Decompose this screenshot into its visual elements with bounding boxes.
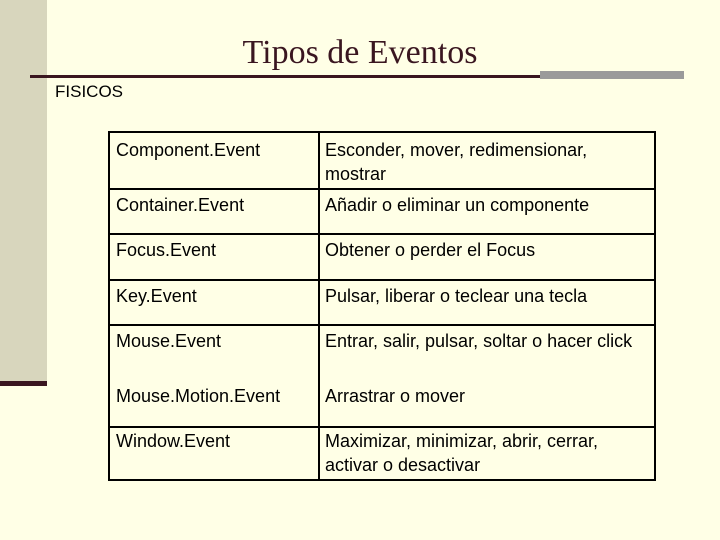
title-underline xyxy=(30,75,540,78)
row-separator xyxy=(110,324,654,326)
event-desc-component: Esconder, mover, redimensionar, mostrar xyxy=(325,140,588,184)
event-desc-mouse: Entrar, salir, pulsar, soltar o hacer click xyxy=(325,331,633,351)
row-separator xyxy=(110,426,654,428)
title-rule-accent xyxy=(540,71,684,79)
event-name-component: Component.Event xyxy=(116,140,261,160)
event-name-container: Container.Event xyxy=(116,195,245,215)
event-desc-container: Añadir o eliminar un componente xyxy=(325,195,590,215)
events-table xyxy=(108,131,656,481)
left-band-accent xyxy=(0,381,47,386)
row-separator xyxy=(110,233,654,235)
event-desc-mouse-motion: Arrastrar o mover xyxy=(325,386,466,406)
event-desc-focus: Obtener o perder el Focus xyxy=(325,240,536,260)
event-desc-window: Maximizar, minimizar, abrir, cerrar, activar o desactivar xyxy=(325,431,599,475)
event-name-focus: Focus.Event xyxy=(116,240,217,260)
event-name-mouse-motion: Mouse.Motion.Event xyxy=(116,386,281,406)
row-separator xyxy=(110,188,654,190)
slide-title: Tipos de Eventos xyxy=(242,34,478,71)
left-decorative-band xyxy=(0,0,47,384)
event-name-key: Key.Event xyxy=(116,286,197,306)
event-name-window: Window.Event xyxy=(116,431,231,451)
row-separator xyxy=(110,279,654,281)
event-name-mouse: Mouse.Event xyxy=(116,331,222,351)
section-subtitle: FISICOS xyxy=(55,82,124,101)
event-desc-key: Pulsar, liberar o teclear una tecla xyxy=(325,286,588,306)
